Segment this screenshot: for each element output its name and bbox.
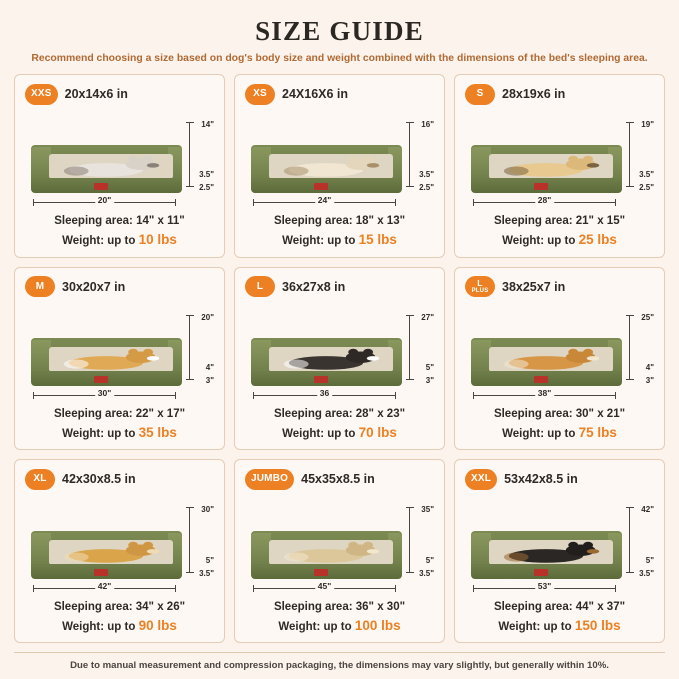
height-tick-bottom: [626, 186, 634, 187]
size-dimensions: 30x20x7 in: [62, 279, 126, 294]
base-height-label: 3.5": [419, 568, 434, 578]
mid-height-label: 5": [425, 555, 434, 565]
sleeping-area-label: Sleeping area:: [273, 407, 353, 420]
dog-bed-illustration: [31, 338, 182, 386]
size-dimensions: 20x14x6 in: [64, 87, 128, 101]
width-measure-line: [33, 195, 176, 206]
height-label: 30": [201, 505, 214, 515]
weight-value: 15 lbs: [358, 232, 397, 248]
weight-upto-label: up to: [323, 620, 352, 633]
height-label: 27": [421, 312, 434, 322]
weight-line: [463, 423, 656, 443]
weight-value: 100 lbs: [354, 617, 401, 633]
height-measure-line: [409, 507, 410, 572]
size-specs: [463, 406, 656, 444]
size-badge: [465, 276, 495, 297]
bed-left-arm: [251, 147, 271, 181]
size-card[interactable]: [454, 459, 665, 643]
sleeping-area-label: Sleeping area:: [53, 407, 133, 420]
height-tick-top: [186, 507, 194, 508]
sleeping-area-label: Sleeping area:: [493, 215, 573, 228]
weight-label: Weight:: [278, 620, 321, 633]
size-dimensions: 53x42x8.5 in: [504, 472, 578, 487]
base-height-label: 2.5": [199, 183, 214, 193]
dog-bed-illustration: [471, 531, 622, 579]
sleeping-area-value: 30" x 21": [575, 407, 626, 420]
height-tick-bottom: [186, 186, 194, 187]
weight-value: 25 lbs: [578, 232, 617, 248]
size-card-header: [23, 82, 216, 106]
sleeping-area-label: Sleeping area:: [54, 215, 133, 228]
size-badge: [465, 469, 497, 490]
height-measure-line: [409, 315, 410, 380]
bed-cushion: [269, 347, 393, 372]
size-specs: [243, 213, 436, 251]
mid-height-label: 5": [645, 555, 654, 565]
weight-line: [463, 616, 656, 636]
weight-line: [243, 423, 436, 443]
base-height-label: 3": [205, 375, 214, 385]
weight-upto-label: up to: [107, 620, 136, 633]
sleeping-area-line: [243, 599, 436, 616]
bed-left-arm: [251, 340, 271, 374]
height-measure-line: [629, 507, 630, 572]
weight-label: Weight:: [62, 428, 105, 441]
bed-cushion: [489, 347, 613, 372]
size-dimensions: 38x25x7 in: [502, 279, 566, 294]
height-measure-line: [189, 122, 190, 187]
dog-illustration: [49, 154, 173, 179]
size-specs: [463, 213, 656, 251]
dog-illustration: [49, 347, 173, 372]
height-measure-line: [629, 315, 630, 380]
height-measure-line: [409, 122, 410, 187]
weight-label: Weight:: [282, 428, 325, 441]
size-dimensions: 45x35x8.5 in: [301, 472, 375, 487]
weight-upto-label: up to: [327, 235, 356, 248]
height-label: 20": [201, 312, 214, 322]
sleeping-area-label: Sleeping area:: [53, 600, 133, 613]
size-dimensions: 42x30x8.5 in: [62, 472, 136, 487]
weight-line: [23, 616, 216, 636]
width-label: 20": [95, 195, 115, 205]
height-tick-top: [626, 122, 634, 123]
dog-bed-illustration: [471, 145, 622, 193]
weight-upto-label: up to: [547, 428, 576, 441]
brand-tag: [534, 569, 548, 576]
sleeping-area-label: Sleeping area:: [273, 600, 353, 613]
sleeping-area-value: 36" x 30": [355, 600, 406, 613]
width-label: 42": [95, 581, 115, 591]
brand-tag: [94, 376, 108, 383]
weight-upto-label: up to: [547, 235, 576, 248]
bed-cushion: [489, 540, 613, 565]
height-tick-bottom: [406, 186, 414, 187]
height-tick-bottom: [186, 379, 194, 380]
sleeping-area-value: 21" x 15": [575, 215, 626, 228]
size-card-header: [463, 467, 656, 491]
dog-bed-illustration: [251, 145, 402, 193]
height-label: 42": [641, 505, 654, 515]
size-card-header: [243, 82, 436, 106]
weight-value: 35 lbs: [138, 425, 177, 441]
bed-left-arm: [471, 533, 491, 567]
bed-figure: [243, 301, 436, 402]
weight-line: [23, 423, 216, 443]
height-tick-bottom: [406, 572, 414, 573]
bed-cushion: [49, 154, 173, 179]
weight-label: Weight:: [502, 235, 545, 248]
size-dimensions: 28x19x6 in: [502, 87, 566, 101]
mid-height-label: 3.5": [419, 170, 434, 180]
sleeping-area-value: 18" x 13": [355, 215, 406, 228]
size-card-header: [463, 275, 656, 299]
size-specs: [23, 599, 216, 637]
size-badge: [25, 469, 55, 490]
width-label: 45": [315, 581, 335, 591]
weight-line: [243, 616, 436, 636]
size-specs: [243, 599, 436, 637]
brand-tag: [314, 183, 328, 190]
size-badge-label: XXL: [471, 473, 492, 485]
height-tick-bottom: [626, 379, 634, 380]
width-label: 30": [95, 388, 115, 398]
bed-left-arm: [31, 147, 51, 181]
weight-value: 75 lbs: [578, 425, 617, 441]
size-badge: [245, 469, 294, 490]
height-label: 35": [421, 505, 434, 515]
sleeping-area-value: 28" x 23": [355, 407, 406, 420]
sleeping-area-value: 44" x 37": [575, 600, 626, 613]
brand-tag: [94, 569, 108, 576]
dog-illustration: [489, 154, 613, 179]
brand-tag: [534, 376, 548, 383]
size-badge-label: XS: [253, 88, 267, 99]
size-specs: [23, 213, 216, 251]
dog-illustration: [489, 540, 613, 565]
height-tick-top: [626, 315, 634, 316]
base-height-label: 3": [425, 375, 434, 385]
size-badge: [25, 84, 58, 105]
bed-cushion: [269, 154, 393, 179]
dog-bed-illustration: [251, 338, 402, 386]
weight-upto-label: up to: [327, 428, 356, 441]
size-card[interactable]: [14, 74, 225, 258]
base-height-label: 2.5": [639, 183, 654, 193]
page-title: SIZE GUIDE: [255, 16, 424, 46]
size-badge-label: JUMBO: [251, 473, 289, 485]
mid-height-label: 3.5": [639, 170, 654, 180]
bed-figure: [463, 493, 656, 594]
footer-note: Due to manual measurement and compression packaging, the dimensions may vary slightly, but generally within 10%.: [14, 652, 665, 679]
width-label: 53": [535, 581, 555, 591]
sleeping-area-line: [243, 213, 436, 230]
dog-illustration: [269, 347, 393, 372]
height-measure-line: [189, 315, 190, 380]
brand-tag: [94, 183, 108, 190]
height-tick-bottom: [186, 572, 194, 573]
bed-cushion: [49, 540, 173, 565]
width-measure-line: [253, 195, 396, 206]
mid-height-label: 5": [205, 555, 214, 565]
bed-left-arm: [471, 147, 491, 181]
height-tick-bottom: [626, 572, 634, 573]
size-badge: [245, 84, 275, 105]
sleeping-area-value: 34" x 26": [135, 600, 186, 613]
sleeping-area-line: [463, 406, 656, 423]
brand-tag: [314, 376, 328, 383]
weight-upto-label: up to: [107, 235, 136, 248]
bed-cushion: [269, 540, 393, 565]
size-card[interactable]: [14, 267, 225, 451]
sleeping-area-value: 14" x 11": [136, 215, 185, 228]
dog-bed-illustration: [471, 338, 622, 386]
bed-left-arm: [251, 533, 271, 567]
dog-illustration: [489, 347, 613, 372]
bed-cushion: [49, 347, 173, 372]
width-label: 24": [315, 195, 335, 205]
bed-figure: [463, 301, 656, 402]
weight-upto-label: up to: [107, 428, 136, 441]
weight-label: Weight:: [282, 235, 325, 248]
weight-label: Weight:: [502, 428, 545, 441]
width-measure-line: [33, 387, 176, 398]
mid-height-label: 3.5": [199, 170, 214, 180]
width-measure-line: [473, 580, 616, 591]
size-specs: [23, 406, 216, 444]
height-measure-line: [629, 122, 630, 187]
height-tick-top: [406, 507, 414, 508]
size-badge: [245, 276, 275, 297]
sleeping-area-line: [23, 599, 216, 616]
bed-left-arm: [471, 340, 491, 374]
bed-figure: [243, 108, 436, 209]
bed-left-arm: [31, 340, 51, 374]
height-tick-bottom: [406, 379, 414, 380]
height-tick-top: [626, 507, 634, 508]
height-label: 14": [201, 120, 214, 129]
sleeping-area-line: [23, 213, 216, 230]
size-specs: [243, 406, 436, 444]
size-badge: [25, 276, 55, 297]
mid-height-label: 4": [205, 362, 214, 372]
base-height-label: 3": [645, 375, 654, 385]
size-badge-label: XL: [33, 473, 47, 485]
base-height-label: 2.5": [419, 183, 434, 193]
dog-illustration: [269, 154, 393, 179]
height-tick-top: [406, 315, 414, 316]
dog-illustration: [49, 540, 173, 565]
size-badge-label: L: [477, 278, 483, 289]
sleeping-area-label: Sleeping area:: [273, 215, 353, 228]
weight-label: Weight:: [62, 235, 105, 248]
width-measure-line: [33, 580, 176, 591]
height-tick-top: [186, 122, 194, 123]
height-label: 19": [641, 120, 654, 129]
dog-illustration: [269, 540, 393, 565]
size-card[interactable]: [234, 459, 445, 643]
sleeping-area-label: Sleeping area:: [493, 600, 573, 613]
dog-bed-illustration: [251, 531, 402, 579]
size-dimensions: 24X16X6 in: [282, 87, 349, 101]
bed-figure: [23, 301, 216, 402]
size-badge-sublabel: PLUS: [471, 287, 489, 294]
weight-line: [23, 230, 216, 250]
weight-value: 70 lbs: [358, 425, 397, 441]
bed-figure: [463, 108, 656, 209]
size-card[interactable]: [454, 74, 665, 258]
base-height-label: 3.5": [639, 568, 654, 578]
width-label: 38": [535, 388, 555, 398]
size-card[interactable]: [14, 459, 225, 643]
bed-figure: [243, 493, 436, 594]
mid-height-label: 4": [645, 362, 654, 372]
height-label: 25": [641, 312, 654, 322]
width-label: 36: [317, 388, 332, 398]
size-badge-label: L: [256, 280, 264, 292]
base-height-label: 3.5": [199, 568, 214, 578]
bed-figure: [23, 108, 216, 209]
size-badge-label: M: [35, 280, 45, 292]
weight-value: 90 lbs: [138, 617, 177, 633]
size-card[interactable]: [234, 74, 445, 258]
height-measure-line: [189, 507, 190, 572]
height-label: 16": [421, 120, 434, 129]
weight-line: [243, 230, 436, 250]
size-card[interactable]: [454, 267, 665, 451]
size-card-header: [243, 275, 436, 299]
sleeping-area-line: [463, 213, 656, 230]
weight-label: Weight:: [498, 620, 541, 633]
dog-bed-illustration: [31, 531, 182, 579]
mid-height-label: 5": [425, 362, 434, 372]
size-specs: [463, 599, 656, 637]
weight-line: [463, 230, 656, 250]
width-measure-line: [253, 580, 396, 591]
weight-value: 150 lbs: [574, 617, 621, 633]
bed-left-arm: [31, 533, 51, 567]
weight-label: Weight:: [62, 620, 105, 633]
width-label: 28": [535, 195, 555, 205]
size-card-header: [243, 467, 436, 491]
bed-figure: [23, 493, 216, 594]
size-card-header: [23, 467, 216, 491]
sleeping-area-line: [23, 406, 216, 423]
size-card[interactable]: [234, 267, 445, 451]
weight-value: 10 lbs: [138, 232, 177, 248]
height-tick-top: [406, 122, 414, 123]
size-badge: [465, 84, 495, 105]
width-measure-line: [473, 387, 616, 398]
height-tick-top: [186, 315, 194, 316]
width-measure-line: [473, 195, 616, 206]
size-card-grid: [14, 74, 665, 643]
size-dimensions: 36x27x8 in: [282, 279, 346, 294]
width-measure-line: [253, 387, 396, 398]
page-subtitle: Recommend choosing a size based on dog's body size and weight combined with the dimensions of the bed's sleeping area.: [31, 53, 648, 64]
size-badge-label: XXS: [31, 88, 52, 99]
size-badge-label: S: [476, 88, 484, 99]
brand-tag: [314, 569, 328, 576]
bed-cushion: [489, 154, 613, 179]
dog-bed-illustration: [31, 145, 182, 193]
sleeping-area-value: 22" x 17": [135, 407, 186, 420]
sleeping-area-label: Sleeping area:: [493, 407, 573, 420]
brand-tag: [534, 183, 548, 190]
size-card-header: [23, 275, 216, 299]
size-card-header: [463, 82, 656, 106]
sleeping-area-line: [243, 406, 436, 423]
sleeping-area-line: [463, 599, 656, 616]
weight-upto-label: up to: [543, 620, 572, 633]
